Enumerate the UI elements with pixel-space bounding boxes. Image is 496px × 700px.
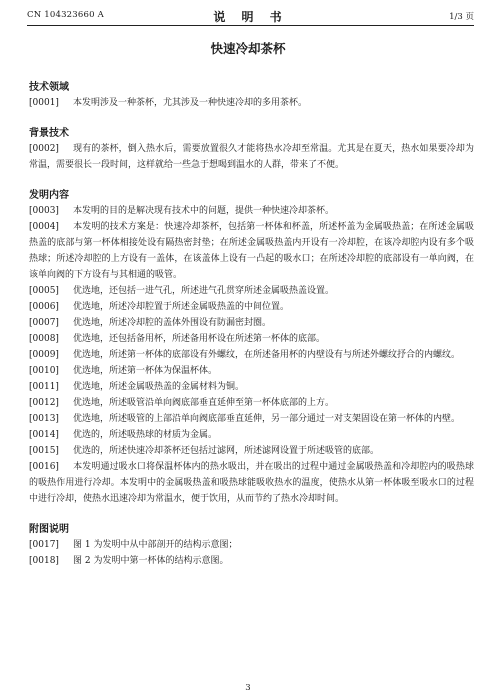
paragraph-number: [0009] (29, 350, 59, 360)
paragraph-text: 优选地，所述冷却腔置于所述金属吸热盖的中间位置。 (73, 302, 290, 312)
publication-number: CN 104323660 A (27, 10, 104, 20)
paragraph-text: 优选的，所述快速冷却茶杯还包括过滤网，所述滤网设置于所述吸管的底部。 (73, 446, 380, 456)
section-heading: 附图说明 (29, 524, 69, 535)
paragraph (29, 363, 474, 379)
paragraph-text: 优选地，所述吸管的上部沿单向阀底部垂直延伸，另一部分通过一对支架固设在第一杯体的内壁。 (73, 414, 461, 424)
paragraph-number: [0004] (29, 222, 59, 232)
paragraph-number: [0011] (29, 382, 59, 392)
paragraph-text: 现有的茶杯，倒入热水后，需要放置很久才能将热水冷却至常温。尤其是在夏天，热水如果要冷却为常温，需要很长一段时间，这样就给一些急于想喝到温水的人群，带来了不便。 (29, 144, 474, 170)
paragraph (29, 443, 474, 459)
paragraph-number: [0012] (29, 398, 59, 408)
paragraph-number: [0013] (29, 414, 59, 424)
paragraph-number: [0010] (29, 366, 59, 376)
paragraph (29, 315, 474, 331)
paragraph (29, 379, 474, 395)
section (29, 188, 474, 507)
paragraph-text: 本发明涉及一种茶杯，尤其涉及一种快速冷却的多用茶杯。 (73, 98, 308, 108)
paragraph-text: 优选地，所述金属吸热盖的金属材料为铜。 (73, 382, 245, 392)
document-title: 快速冷却茶杯 (210, 41, 286, 56)
paragraph (29, 283, 474, 299)
paragraph-text: 图 2 为发明中第一杯体的结构示意图。 (73, 556, 229, 566)
paragraph (29, 459, 474, 507)
page-indicator: 1/3 页 (449, 12, 474, 22)
paragraph-number: [0001] (29, 98, 59, 108)
paragraph-number: [0007] (29, 318, 59, 328)
paragraph (29, 537, 474, 553)
paragraph-number: [0002] (29, 144, 59, 154)
paragraph (29, 427, 474, 443)
paragraph (29, 347, 474, 363)
paragraph-number: [0006] (29, 302, 59, 312)
paragraph-number: [0018] (29, 556, 59, 566)
document-body (29, 80, 474, 569)
paragraph-text: 优选地，所述第一杯体为保温杯体。 (73, 366, 218, 376)
section-gap (29, 507, 474, 522)
paragraph-text: 优选地，所述吸管沿单向阀底部垂直延伸至第一杯体底部的上方。 (73, 398, 335, 408)
section (29, 80, 474, 111)
paragraph-number: [0017] (29, 540, 59, 550)
header-rule (27, 25, 474, 26)
paragraph (29, 95, 474, 111)
paragraph-text: 优选地，所述第一杯体的底部设有外螺纹，在所述备用杯的内壁设有与所述外螺纹抒合的内螺纹。 (73, 350, 461, 360)
document-type: 说 明 书 (213, 10, 288, 24)
paragraph (29, 219, 474, 283)
section-heading: 背景技术 (29, 128, 69, 139)
section-heading: 发明内容 (29, 190, 69, 201)
paragraph-text: 优选地，所述冷却腔的盖体外围设有防漏密封圈。 (73, 318, 272, 328)
paragraph-number: [0014] (29, 430, 59, 440)
paragraph (29, 141, 474, 173)
section (29, 126, 474, 173)
page-header (27, 8, 474, 24)
paragraph (29, 299, 474, 315)
paragraph-number: [0008] (29, 334, 59, 344)
paragraph (29, 395, 474, 411)
paragraph-text: 本发明的技术方案是：快速冷却茶杯，包括第一杯体和杯盖，所述杯盖为金属吸热盖；在所述金属吸热盖的底部与第一杯体相接处设有隔热密封垫；在所述金属吸热盖内开设有一冷却腔，在该冷却腔内设有多个吸热球；所述冷却腔的上方设有一盖体，在该盖体上设有一凸起的吸水口；在所述冷却腔的底部设有一单向阀，在该单向阀的下方设有与其相通的吸管。 (29, 222, 474, 280)
paragraph-text: 本发明通过吸水口将保温杯体内的热水吸出，并在吸出的过程中通过金属吸热盖和冷却腔内的吸热球的吸热作用进行冷却。本发明中的金属吸热盖和吸热球能吸收热水的温度，使热水从第一杯体吸至吸水口的过程中进行冷却，使热水迅速冷却为常温水，便于饮用，从而节约了热水冷却时间。 (29, 462, 474, 504)
paragraph-text: 优选的，所述吸热球的材质为金属。 (73, 430, 218, 440)
paragraph (29, 411, 474, 427)
paragraph-text: 图 1 为发明中从中部剖开的结构示意图； (73, 540, 238, 550)
paragraph-text: 本发明的目的是解决现有技术中的问题，提供一种快速冷却茶杯。 (73, 206, 335, 216)
paragraph-text: 优选地，还包括备用杯，所述备用杯设在所述第一杯体的底部。 (73, 334, 326, 344)
paragraph (29, 203, 474, 219)
paragraph-text: 优选地，还包括一进气孔，所述进气孔贯穿所述金属吸热盖设置。 (73, 286, 335, 296)
section-heading: 技术领域 (29, 82, 69, 93)
section (29, 522, 474, 569)
paragraph-number: [0016] (29, 462, 59, 472)
section-gap (29, 173, 474, 188)
page-number: 3 (245, 683, 251, 693)
paragraph-number: [0005] (29, 286, 59, 296)
paragraph-number: [0003] (29, 206, 59, 216)
paragraph (29, 553, 474, 569)
section-gap (29, 111, 474, 126)
paragraph-number: [0015] (29, 446, 59, 456)
paragraph (29, 331, 474, 347)
